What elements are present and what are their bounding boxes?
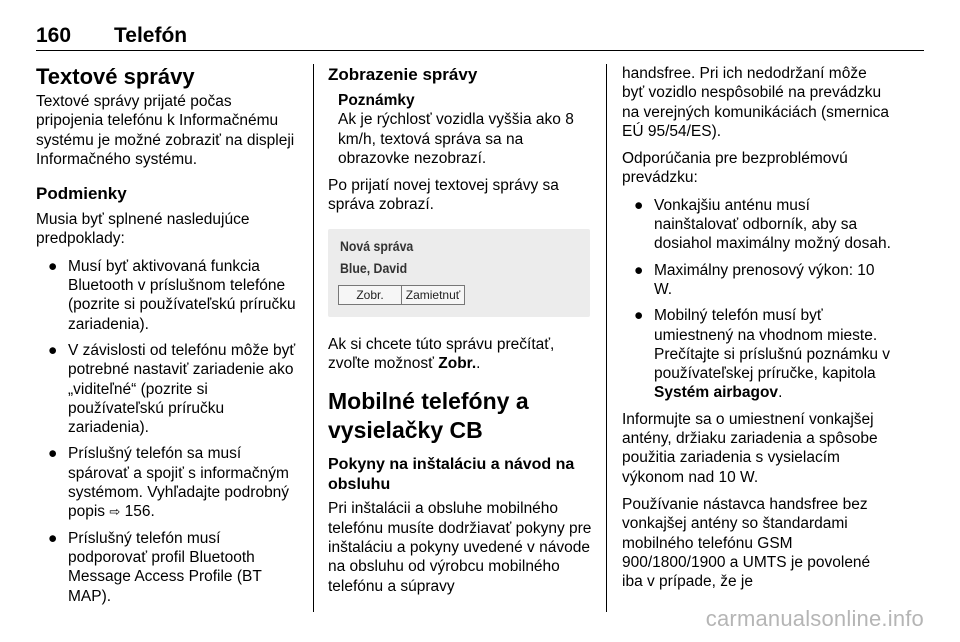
list-item: ● Príslušný telefón sa musí spárovať a spojiť s informačným systémom. Vyhľadajte podrobný popis ⇨ 156.: [48, 445, 290, 521]
figure-show-button: Zobr.: [338, 285, 402, 305]
paragraph-read-message: Ak si chcete túto správu prečítať, zvoľte možnosť Zobr..: [328, 335, 555, 373]
bullet-icon: ●: [634, 307, 644, 325]
note-box: [338, 91, 592, 168]
bullet-icon: ●: [48, 445, 58, 463]
paragraph-usage: Používanie nástavca handsfree bez vonkajšej antény so štandardami mobilného telefónu GSM 900/1800/1900 a UMTS je povolené iba v prípade, že je: [622, 495, 871, 591]
bullet-icon: ●: [48, 341, 58, 359]
page-reference[interactable]: 156.: [124, 503, 155, 521]
heading-text-messages: Textové správy: [36, 64, 195, 89]
heading-mobile-phones-cb: Mobilné telefóny a vysielačky CB: [328, 388, 529, 444]
bullet-icon: ●: [634, 196, 644, 214]
bullet-icon: ●: [48, 529, 58, 547]
column-divider-2: [606, 64, 607, 612]
watermark: carmanualsonline.info: [705, 606, 924, 631]
recommendations-list: [622, 196, 892, 403]
paragraph-intro: Textové správy prijaté počas pripojenia telefónu k Informačnému systému je možné zobraziť na displeji Informačného systému.: [36, 93, 295, 168]
list-item: ● Musí byť aktivovaná funkcia Bluetooth v príslušnom telefóne (pozrite si používateľskú príručku zariadenia).: [48, 257, 296, 333]
page-number: 160: [36, 24, 72, 47]
note-text: Ak je rýchlosť vozidla vyššia ako 8 km/h, textová správa sa na obrazovke nezobrazí.: [338, 111, 574, 167]
figure-sender: Blue, David: [340, 259, 408, 276]
column-2: [328, 64, 592, 604]
list-item: ● Mobilný telefón musí byť umiestnený na vhodnom mieste. Prečítajte si príslušnú poznámku v používateľskej príručke, kapitola Systém airbagov.: [634, 307, 891, 402]
note-title: Poznámky: [338, 92, 415, 109]
column-divider-1: [313, 64, 314, 612]
heading-conditions: Podmienky: [36, 184, 127, 204]
column-3: [622, 64, 892, 599]
list-item: ● Vonkajšiu anténu musí nainštalovať odborník, aby sa dosiahol maximálny možný dosah.: [634, 196, 891, 253]
paragraph-installation: Pri inštalácii a obsluhe mobilného telefónu musíte dodržiavať pokyny pre inštaláciu a pokyny uvedené v návode na obsluhu od výrobcu mobilného telefónu a súpravy: [328, 500, 592, 595]
new-message-screen-figure: [328, 229, 590, 317]
page-header: [36, 20, 924, 51]
paragraph-conditions: Musia byť splnené nasledujúce predpoklady:: [36, 211, 250, 248]
heading-installation: Pokyny na inštaláciu a návod na obsluhu: [328, 456, 575, 494]
paragraph-inform: Informujte sa o umiestnení vonkajšej antény, držiaku zariadenia a spôsobe použitia zariadenia s vysielacím výkonom nad 10 W.: [622, 410, 878, 486]
bullet-icon: ●: [634, 261, 644, 279]
list-item: ● Maximálny prenosový výkon: 10 W.: [634, 261, 875, 298]
section-title: Telefón: [114, 24, 188, 47]
paragraph-recommendations: Odporúčania pre bezproblémovú prevádzku:: [622, 150, 848, 187]
paragraph-after-receive: Po prijatí novej textovej správy sa správa zobrazí.: [328, 177, 559, 214]
paragraph-handsfree: handsfree. Pri ich nedodržaní môže byť vozidlo nespôsobilé na prevádzku na verejných komunikáciách (smernica EÚ 95/54/ES).: [622, 65, 890, 140]
list-item: ● V závislosti od telefónu môže byť potrebné nastaviť zariadenie ako „viditeľné“ (pozrite si používateľskú príručku zariadenia).: [48, 341, 296, 437]
airbag-chapter-link[interactable]: Systém airbagov: [654, 384, 779, 402]
figure-reject-button: Zamietnuť: [402, 285, 465, 305]
bullet-icon: ●: [48, 257, 58, 275]
conditions-list: [36, 257, 298, 606]
page-reference-arrow-icon[interactable]: ⇨: [109, 504, 121, 520]
heading-display-message: Zobrazenie správy: [328, 65, 478, 84]
column-1: [36, 64, 298, 613]
figure-buttons: [338, 285, 465, 305]
figure-title: Nová správa: [340, 237, 414, 254]
list-item: ● Príslušný telefón musí podporovať profil Bluetooth Message Access Profile (BT MAP).: [48, 529, 262, 605]
